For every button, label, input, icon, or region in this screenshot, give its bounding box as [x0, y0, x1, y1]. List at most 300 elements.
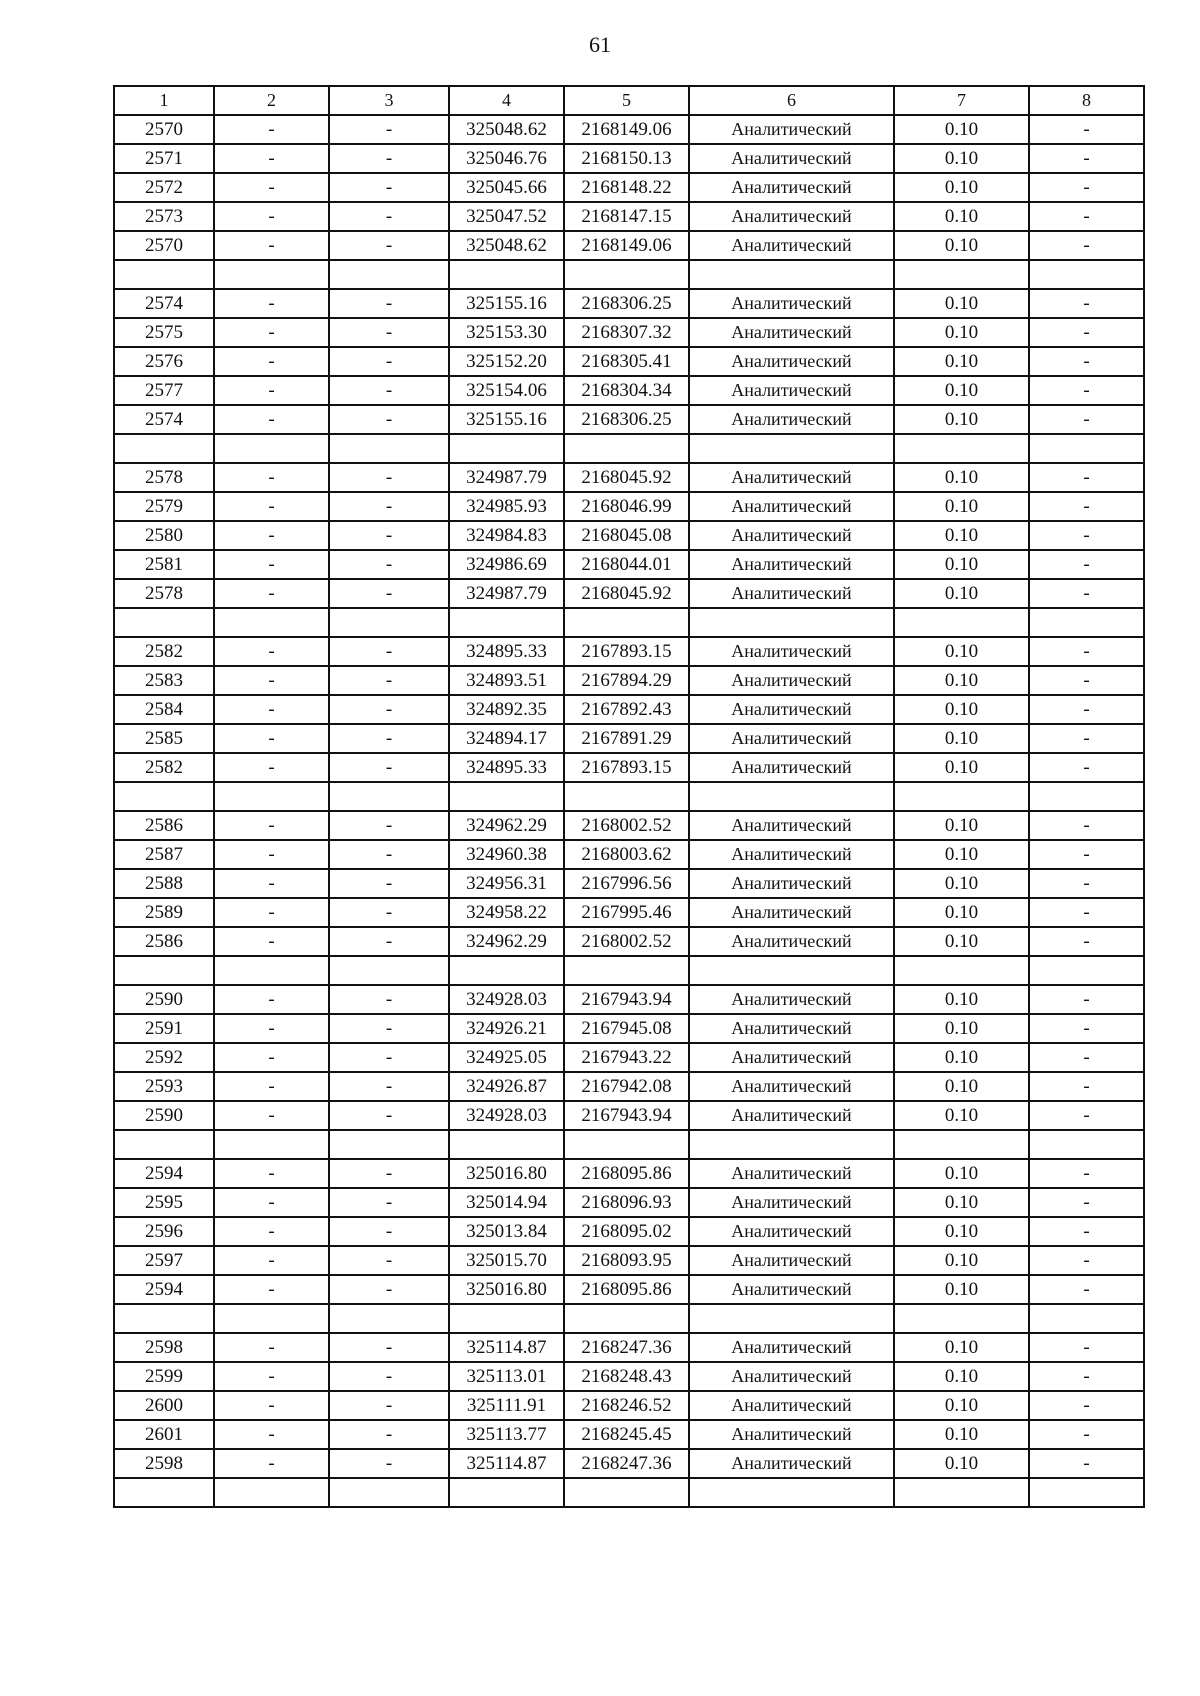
table-row: [114, 289, 1144, 318]
table-cell-col-7: 0.10: [894, 405, 1029, 434]
table-row: [114, 985, 1144, 1014]
table-cell-col-3: -: [329, 579, 449, 608]
table-cell-col-7: 0.10: [894, 1333, 1029, 1362]
table-cell-col-6: Аналитический: [689, 405, 894, 434]
table-cell-col-1: [114, 782, 214, 811]
table-cell-col-3: -: [329, 637, 449, 666]
table-cell-col-5: [564, 1130, 689, 1159]
table-cell-col-5: [564, 260, 689, 289]
table-cell-col-4: 325113.01: [449, 1362, 564, 1391]
table-cell-col-3: [329, 782, 449, 811]
table-cell-col-5: 2168095.86: [564, 1159, 689, 1188]
table-cell-col-6: Аналитический: [689, 1159, 894, 1188]
table-cell-col-2: -: [214, 666, 329, 695]
table-cell-col-7: 0.10: [894, 1246, 1029, 1275]
table-separator-row: [114, 782, 1144, 811]
table-cell-col-7: 0.10: [894, 289, 1029, 318]
table-cell-col-7: 0.10: [894, 463, 1029, 492]
table-cell-col-8: -: [1029, 985, 1144, 1014]
table-cell-col-4: 324926.21: [449, 1014, 564, 1043]
table-cell-col-8: -: [1029, 1072, 1144, 1101]
table-cell-col-7: 0.10: [894, 1014, 1029, 1043]
table-cell-col-7: 0.10: [894, 724, 1029, 753]
table-cell-col-5: [564, 608, 689, 637]
table-cell-col-4: 324986.69: [449, 550, 564, 579]
table-cell-col-4: [449, 1304, 564, 1333]
table-cell-col-2: [214, 1304, 329, 1333]
table-cell-col-3: -: [329, 1449, 449, 1478]
table-row: [114, 1333, 1144, 1362]
table-cell-col-6: Аналитический: [689, 1043, 894, 1072]
table-cell-col-4: [449, 608, 564, 637]
table-cell-col-2: -: [214, 898, 329, 927]
table-cell-col-3: -: [329, 898, 449, 927]
table-cell-col-4: 324962.29: [449, 811, 564, 840]
table-cell-col-3: -: [329, 1101, 449, 1130]
table-cell-col-7: [894, 1130, 1029, 1159]
table-cell-col-7: 0.10: [894, 840, 1029, 869]
table-row: [114, 840, 1144, 869]
table-separator-row: [114, 608, 1144, 637]
table-cell-col-8: -: [1029, 579, 1144, 608]
table-cell-col-7: 0.10: [894, 695, 1029, 724]
table-cell-col-1: 2576: [114, 347, 214, 376]
table-row: [114, 231, 1144, 260]
table-cell-col-8: -: [1029, 1101, 1144, 1130]
table-cell-col-5: [564, 1304, 689, 1333]
table-cell-col-1: [114, 956, 214, 985]
table-cell-col-1: [114, 260, 214, 289]
table-cell-col-3: -: [329, 1217, 449, 1246]
table-cell-col-6: Аналитический: [689, 550, 894, 579]
table-cell-col-6: Аналитический: [689, 637, 894, 666]
table-cell-col-3: -: [329, 144, 449, 173]
table-cell-col-7: 0.10: [894, 1275, 1029, 1304]
table-cell-col-3: [329, 260, 449, 289]
table-cell-col-2: -: [214, 1159, 329, 1188]
table-cell-col-7: 0.10: [894, 521, 1029, 550]
table-cell-col-7: 0.10: [894, 753, 1029, 782]
table-cell-col-6: Аналитический: [689, 347, 894, 376]
table-cell-col-4: 325152.20: [449, 347, 564, 376]
table-cell-col-8: -: [1029, 1275, 1144, 1304]
table-cell-col-2: -: [214, 1072, 329, 1101]
table-cell-col-3: -: [329, 1188, 449, 1217]
table-cell-col-4: 324895.33: [449, 753, 564, 782]
table-cell-col-4: 325016.80: [449, 1275, 564, 1304]
table-cell-col-7: 0.10: [894, 173, 1029, 202]
table-cell-col-1: 2589: [114, 898, 214, 927]
table-cell-col-3: -: [329, 115, 449, 144]
table-cell-col-5: 2168096.93: [564, 1188, 689, 1217]
table-cell-col-6: Аналитический: [689, 1188, 894, 1217]
table-cell-col-7: 0.10: [894, 550, 1029, 579]
table-cell-col-1: 2578: [114, 463, 214, 492]
table-cell-col-3: -: [329, 1391, 449, 1420]
table-row: [114, 695, 1144, 724]
table-cell-col-2: -: [214, 1246, 329, 1275]
table-cell-col-4: 325155.16: [449, 289, 564, 318]
table-cell-col-1: [114, 1304, 214, 1333]
table-cell-col-8: [1029, 782, 1144, 811]
table-cell-col-1: 2581: [114, 550, 214, 579]
table-cell-col-6: Аналитический: [689, 173, 894, 202]
table-cell-col-4: 324893.51: [449, 666, 564, 695]
table-cell-col-8: -: [1029, 492, 1144, 521]
table-cell-col-4: 325111.91: [449, 1391, 564, 1420]
table-cell-col-5: 2168095.86: [564, 1275, 689, 1304]
table-row: [114, 492, 1144, 521]
table-row: [114, 173, 1144, 202]
table-cell-col-3: -: [329, 1072, 449, 1101]
table-cell-col-3: -: [329, 1333, 449, 1362]
table-separator-row: [114, 1478, 1144, 1507]
table-cell-col-8: -: [1029, 753, 1144, 782]
table-cell-col-8: -: [1029, 1420, 1144, 1449]
table-cell-col-2: -: [214, 840, 329, 869]
table-cell-col-3: -: [329, 521, 449, 550]
table-cell-col-8: -: [1029, 1246, 1144, 1275]
table-cell-col-1: 2594: [114, 1159, 214, 1188]
table-cell-col-2: -: [214, 1420, 329, 1449]
table-cell-col-8: -: [1029, 144, 1144, 173]
table-cell-col-2: -: [214, 492, 329, 521]
table-cell-col-4: [449, 434, 564, 463]
table-cell-col-3: -: [329, 376, 449, 405]
table-cell-col-8: -: [1029, 811, 1144, 840]
table-cell-col-2: -: [214, 318, 329, 347]
table-cell-col-2: -: [214, 1275, 329, 1304]
table-cell-col-1: 2579: [114, 492, 214, 521]
table-cell-col-7: 0.10: [894, 115, 1029, 144]
table-cell-col-6: Аналитический: [689, 318, 894, 347]
table-cell-col-2: -: [214, 927, 329, 956]
table-cell-col-7: 0.10: [894, 666, 1029, 695]
table-cell-col-3: -: [329, 492, 449, 521]
table-cell-col-2: [214, 956, 329, 985]
table-cell-col-6: Аналитический: [689, 1072, 894, 1101]
table-cell-col-1: 2583: [114, 666, 214, 695]
table-cell-col-3: -: [329, 550, 449, 579]
table-header-row: [114, 86, 1144, 115]
table-cell-col-6: Аналитический: [689, 666, 894, 695]
table-cell-col-1: 2570: [114, 115, 214, 144]
table-cell-col-5: 2168305.41: [564, 347, 689, 376]
table-cell-col-4: 324928.03: [449, 1101, 564, 1130]
table-cell-col-8: -: [1029, 405, 1144, 434]
coordinates-table-container: [113, 85, 1145, 1508]
table-cell-col-1: 2574: [114, 289, 214, 318]
table-cell-col-5: 2168045.08: [564, 521, 689, 550]
table-row: [114, 1246, 1144, 1275]
table-cell-col-5: [564, 1478, 689, 1507]
table-cell-col-7: 0.10: [894, 1362, 1029, 1391]
table-cell-col-1: 2588: [114, 869, 214, 898]
table-cell-col-8: -: [1029, 463, 1144, 492]
table-cell-col-2: -: [214, 463, 329, 492]
table-cell-col-4: 325114.87: [449, 1333, 564, 1362]
table-cell-col-4: 324958.22: [449, 898, 564, 927]
table-row: [114, 115, 1144, 144]
table-row: [114, 637, 1144, 666]
table-row: [114, 898, 1144, 927]
table-cell-col-6: Аналитический: [689, 231, 894, 260]
table-cell-col-1: 2577: [114, 376, 214, 405]
table-cell-col-2: -: [214, 1362, 329, 1391]
table-cell-col-1: 2574: [114, 405, 214, 434]
table-row: [114, 376, 1144, 405]
table-cell-col-1: 2584: [114, 695, 214, 724]
table-cell-col-8: -: [1029, 347, 1144, 376]
table-cell-col-1: [114, 434, 214, 463]
table-cell-col-7: [894, 1304, 1029, 1333]
table-cell-col-7: 0.10: [894, 144, 1029, 173]
table-cell-col-5: 2168246.52: [564, 1391, 689, 1420]
table-cell-col-1: [114, 1478, 214, 1507]
table-cell-col-7: 0.10: [894, 1072, 1029, 1101]
table-cell-col-1: 2596: [114, 1217, 214, 1246]
table-cell-col-8: [1029, 434, 1144, 463]
table-cell-col-2: -: [214, 811, 329, 840]
table-cell-col-1: 2594: [114, 1275, 214, 1304]
table-cell-col-6: Аналитический: [689, 289, 894, 318]
table-cell-col-8: -: [1029, 898, 1144, 927]
table-cell-col-5: 2168147.15: [564, 202, 689, 231]
table-cell-col-7: [894, 782, 1029, 811]
table-cell-col-6: [689, 956, 894, 985]
table-cell-col-4: 325015.70: [449, 1246, 564, 1275]
table-cell-col-3: -: [329, 1275, 449, 1304]
table-cell-col-6: Аналитический: [689, 579, 894, 608]
table-cell-col-4: [449, 956, 564, 985]
table-cell-col-4: 325014.94: [449, 1188, 564, 1217]
table-row: [114, 1275, 1144, 1304]
table-cell-col-2: -: [214, 231, 329, 260]
table-cell-col-5: 2167995.46: [564, 898, 689, 927]
table-cell-col-4: 324895.33: [449, 637, 564, 666]
table-cell-col-6: [689, 1130, 894, 1159]
table-cell-col-4: 324925.05: [449, 1043, 564, 1072]
table-cell-col-7: 0.10: [894, 318, 1029, 347]
table-cell-col-8: [1029, 1130, 1144, 1159]
table-separator-row: [114, 1304, 1144, 1333]
table-cell-col-8: -: [1029, 231, 1144, 260]
table-row: [114, 1362, 1144, 1391]
table-cell-col-5: 2168247.36: [564, 1333, 689, 1362]
table-cell-col-8: [1029, 260, 1144, 289]
table-cell-col-5: 2168306.25: [564, 289, 689, 318]
table-cell-col-5: [564, 434, 689, 463]
table-cell-col-8: -: [1029, 115, 1144, 144]
table-cell-col-7: 0.10: [894, 376, 1029, 405]
table-cell-col-1: 2586: [114, 811, 214, 840]
table-row: [114, 318, 1144, 347]
table-row: [114, 144, 1144, 173]
table-cell-col-5: 2168003.62: [564, 840, 689, 869]
table-cell-col-5: 2167893.15: [564, 753, 689, 782]
table-cell-col-2: -: [214, 173, 329, 202]
table-cell-col-7: 0.10: [894, 1043, 1029, 1072]
table-cell-col-5: 2168095.02: [564, 1217, 689, 1246]
table-cell-col-2: -: [214, 521, 329, 550]
table-cell-col-6: Аналитический: [689, 492, 894, 521]
table-cell-col-3: -: [329, 1362, 449, 1391]
table-row: [114, 724, 1144, 753]
table-cell-col-4: 324962.29: [449, 927, 564, 956]
table-cell-col-5: 2167943.22: [564, 1043, 689, 1072]
table-row: [114, 405, 1144, 434]
table-cell-col-8: -: [1029, 318, 1144, 347]
table-cell-col-2: -: [214, 376, 329, 405]
table-cell-col-4: 325045.66: [449, 173, 564, 202]
table-separator-row: [114, 956, 1144, 985]
table-cell-col-7: 0.10: [894, 811, 1029, 840]
table-row: [114, 550, 1144, 579]
table-cell-col-7: 0.10: [894, 1101, 1029, 1130]
table-cell-col-4: 325114.87: [449, 1449, 564, 1478]
table-row: [114, 753, 1144, 782]
table-cell-col-3: -: [329, 1014, 449, 1043]
table-cell-col-4: 325155.16: [449, 405, 564, 434]
table-cell-col-3: -: [329, 173, 449, 202]
table-cell-col-3: -: [329, 289, 449, 318]
table-cell-col-5: 2168148.22: [564, 173, 689, 202]
table-cell-col-1: 2575: [114, 318, 214, 347]
table-row: [114, 811, 1144, 840]
table-cell-col-8: -: [1029, 840, 1144, 869]
table-cell-col-1: [114, 1130, 214, 1159]
table-cell-col-6: Аналитический: [689, 985, 894, 1014]
table-cell-col-7: 0.10: [894, 1420, 1029, 1449]
table-cell-col-5: 2168247.36: [564, 1449, 689, 1478]
column-header-7: 7: [894, 86, 1029, 115]
table-cell-col-2: -: [214, 1217, 329, 1246]
table-cell-col-6: Аналитический: [689, 202, 894, 231]
table-cell-col-5: 2168306.25: [564, 405, 689, 434]
table-cell-col-8: -: [1029, 637, 1144, 666]
table-cell-col-6: Аналитический: [689, 1014, 894, 1043]
table-cell-col-6: [689, 1478, 894, 1507]
table-cell-col-4: 325048.62: [449, 115, 564, 144]
table-cell-col-3: -: [329, 811, 449, 840]
table-cell-col-3: [329, 1304, 449, 1333]
table-cell-col-3: -: [329, 318, 449, 347]
table-row: [114, 1449, 1144, 1478]
table-cell-col-1: 2573: [114, 202, 214, 231]
table-cell-col-2: -: [214, 289, 329, 318]
table-cell-col-2: -: [214, 405, 329, 434]
table-cell-col-2: -: [214, 115, 329, 144]
table-row: [114, 1159, 1144, 1188]
table-cell-col-2: -: [214, 1043, 329, 1072]
table-cell-col-3: -: [329, 666, 449, 695]
table-cell-col-1: 2572: [114, 173, 214, 202]
table-cell-col-2: -: [214, 1449, 329, 1478]
table-row: [114, 1043, 1144, 1072]
table-cell-col-2: -: [214, 579, 329, 608]
table-cell-col-5: 2167942.08: [564, 1072, 689, 1101]
table-cell-col-1: 2593: [114, 1072, 214, 1101]
table-cell-col-8: -: [1029, 1362, 1144, 1391]
table-cell-col-8: -: [1029, 289, 1144, 318]
table-cell-col-8: -: [1029, 1188, 1144, 1217]
table-cell-col-4: 325046.76: [449, 144, 564, 173]
table-row: [114, 927, 1144, 956]
table-cell-col-5: 2168044.01: [564, 550, 689, 579]
table-cell-col-1: 2587: [114, 840, 214, 869]
table-cell-col-5: 2167893.15: [564, 637, 689, 666]
table-cell-col-8: -: [1029, 666, 1144, 695]
table-cell-col-4: 324926.87: [449, 1072, 564, 1101]
table-cell-col-3: -: [329, 724, 449, 753]
table-cell-col-7: [894, 434, 1029, 463]
table-cell-col-5: 2167996.56: [564, 869, 689, 898]
table-cell-col-1: 2582: [114, 637, 214, 666]
table-cell-col-2: -: [214, 1188, 329, 1217]
table-cell-col-3: -: [329, 1246, 449, 1275]
table-cell-col-6: [689, 1304, 894, 1333]
table-cell-col-6: Аналитический: [689, 927, 894, 956]
table-cell-col-6: Аналитический: [689, 1449, 894, 1478]
table-cell-col-3: -: [329, 985, 449, 1014]
table-cell-col-2: -: [214, 724, 329, 753]
table-cell-col-1: 2571: [114, 144, 214, 173]
table-cell-col-4: 325016.80: [449, 1159, 564, 1188]
table-cell-col-5: 2168304.34: [564, 376, 689, 405]
column-header-4: 4: [449, 86, 564, 115]
table-cell-col-4: [449, 1130, 564, 1159]
table-cell-col-4: 324984.83: [449, 521, 564, 550]
table-cell-col-6: Аналитический: [689, 1333, 894, 1362]
table-cell-col-6: Аналитический: [689, 144, 894, 173]
table-cell-col-2: [214, 434, 329, 463]
table-cell-col-5: 2167943.94: [564, 985, 689, 1014]
column-header-3: 3: [329, 86, 449, 115]
table-cell-col-8: -: [1029, 1391, 1144, 1420]
table-cell-col-8: -: [1029, 869, 1144, 898]
table-cell-col-1: 2590: [114, 1101, 214, 1130]
table-cell-col-2: -: [214, 695, 329, 724]
table-cell-col-2: -: [214, 144, 329, 173]
table-cell-col-4: [449, 260, 564, 289]
table-cell-col-8: [1029, 608, 1144, 637]
table-cell-col-8: -: [1029, 1043, 1144, 1072]
table-cell-col-4: 325113.77: [449, 1420, 564, 1449]
table-cell-col-3: -: [329, 202, 449, 231]
table-cell-col-4: 324960.38: [449, 840, 564, 869]
table-cell-col-1: 2598: [114, 1449, 214, 1478]
table-row: [114, 666, 1144, 695]
coordinates-table: [113, 85, 1145, 1508]
table-cell-col-6: Аналитический: [689, 1362, 894, 1391]
table-separator-row: [114, 1130, 1144, 1159]
table-cell-col-3: -: [329, 927, 449, 956]
column-header-2: 2: [214, 86, 329, 115]
table-row: [114, 521, 1144, 550]
table-cell-col-7: 0.10: [894, 985, 1029, 1014]
table-cell-col-6: Аналитический: [689, 724, 894, 753]
column-header-6: 6: [689, 86, 894, 115]
table-cell-col-3: -: [329, 869, 449, 898]
table-cell-col-7: 0.10: [894, 927, 1029, 956]
table-separator-row: [114, 260, 1144, 289]
table-cell-col-5: 2168245.45: [564, 1420, 689, 1449]
table-cell-col-5: 2167891.29: [564, 724, 689, 753]
table-cell-col-7: 0.10: [894, 637, 1029, 666]
table-cell-col-2: [214, 782, 329, 811]
table-cell-col-7: 0.10: [894, 1217, 1029, 1246]
table-cell-col-5: 2168150.13: [564, 144, 689, 173]
